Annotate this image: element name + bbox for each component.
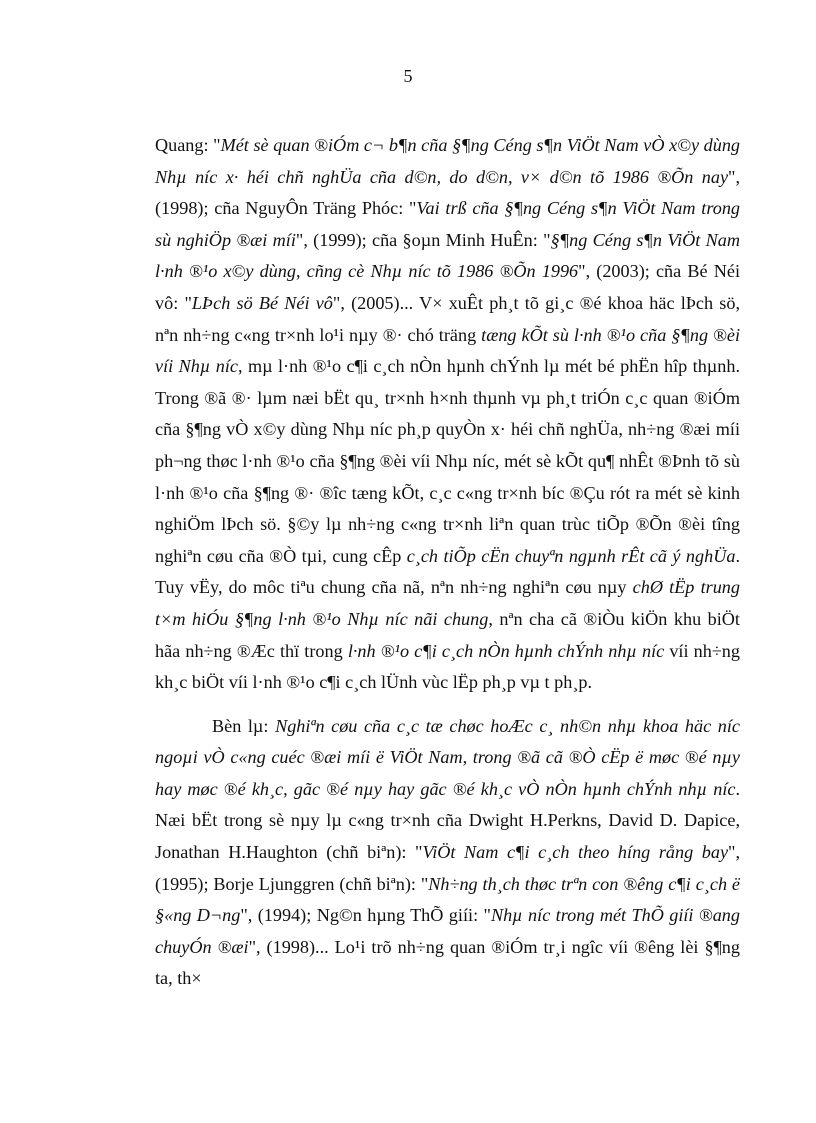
paragraph-2-text: Nhµ níc trong mét ThÕ giíi ®ang chuyÓn ®æi (155, 905, 740, 957)
paragraph-1-text: , nªn cha cã ®iÒu kiÖn khu biÖt hãa nh÷ng ®Æc thï trong (155, 608, 740, 661)
paragraph-1-text: víi nh÷ng kh¸c biÖt víi l·nh ®¹o c¶i c¸ch lÜnh vùc lËp ph¸p vµ t ph¸p. (155, 640, 740, 693)
paragraph-1-text: ", (2005)... V× xuÊt ph¸t tõ gi¸c ®é khoa häc lÞch sö, nªn nh÷ng c«ng tr×nh lo¹i nµy ®· chó träng (155, 292, 740, 345)
paragraph-1-text: l·nh ®¹o c¶i c¸ch nÒn hµnh chÝnh nhµ níc (347, 640, 665, 661)
paragraph-1-text: Quang: " (155, 135, 221, 155)
paragraph-1-text: Vai trß cña §¶ng Céng s¶n ViÖt Nam trong sù nghiÖp ®æi míi (155, 198, 741, 250)
paragraph-1-text: Mét sè quan ®iÓm c¬ b¶n cña §¶ng Céng s¶n ViÖt Nam vÒ x©y dùng Nhµ níc x· héi chñ nghÜa cña d©n, do d©n, v× d©n tõ 1986 ®Õn nay (155, 135, 741, 187)
paragraph-1-text: §¶ng Céng s¶n ViÖt Nam l·nh ®¹o x©y dùng, cñng cè Nhµ níc tõ 1986 ®Õn 1996 (155, 229, 740, 282)
page-number: 5 (403, 66, 413, 86)
paragraph-1-text: chØ tËp trung t×m hiÓu §¶ng l·nh ®¹o Nhµ níc nãi chung (155, 577, 740, 629)
paragraph-1 (155, 130, 740, 699)
paragraph-1-text: ", (2003); cña Bé Néi vô: " (155, 261, 741, 313)
paragraph-1-text: LÞch sö Bé Néi vô (191, 292, 333, 313)
paragraph-1-text: ", (1999); cña §oµn Minh HuÊn: " (295, 229, 551, 250)
paragraph-2-text: Nghiªn cøu cña c¸c tæ chøc hoÆc c¸ nh©n nhµ khoa häc níc ngoµi vÒ c«ng cuéc ®æi míi ë ViÖt Nam, trong ®ã cã ®Ò cËp ë møc ®é nµy hay møc ®é kh¸c, gãc ®é nµy hay gãc ®é kh¸c vÒ nÒn hµnh chÝnh nhµ níc (155, 715, 740, 799)
paragraph-2-text: ", (1994); Ng©n hµng ThÕ giíi: " (240, 905, 491, 926)
paragraph-2-text: ", (1995); Borje Ljunggren (chñ biªn): " (155, 842, 741, 894)
paragraph-1-text: c¸ch tiÕp cËn chuyªn ngµnh rÊt cã ý nghÜa (406, 545, 736, 566)
paragraph-2-text: . Næi bËt trong sè nµy lµ c«ng tr×nh cña Dwight H.Perkns, David D. Dapice, Jonathan H.Haughton (chñ biªn): " (155, 778, 740, 863)
paragraph-2 (155, 711, 740, 995)
body-text (155, 130, 740, 995)
paragraph-2-text: Bèn lµ: (212, 715, 276, 736)
paragraph-2-text: Nh÷ng th¸ch thøc trªn con ®êng c¶i c¸ch ë §«ng D¬ng (155, 873, 740, 926)
paragraph-2-text: ", (1998)... Lo¹i trõ nh÷ng quan ®iÓm tr¸i ngîc víi ®êng lèi §¶ng ta, th× (155, 936, 740, 989)
paragraph-1-text: tæng kÕt sù l·nh ®¹o cña §¶ng ®èi víi Nhµ níc (155, 324, 740, 377)
paragraph-1-text: . Tuy vËy, do môc tiªu chung cña nã, nªn nh÷ng nghiªn cøu nµy (155, 545, 740, 598)
paragraph-1-text: , mµ l·nh ®¹o c¶i c¸ch nÒn hµnh chÝnh lµ mét bé phËn hîp thµnh. Trong ®ã ®· lµm næi bËt qu¸ tr×nh h×nh thµnh vµ ph¸t triÓn c¸c quan ®iÓm cña §¶ng vÒ x©y dùng Nhµ níc ph¸p quyÒn x· héi chñ nghÜa, nh÷ng ®æi míi ph¬ng thøc l·nh ®¹o cña §¶ng ®èi víi Nhµ níc, mét sè kÕt qu¶ nhÊt ®Þnh tõ sù l·nh ®¹o cña §¶ng ®· ®îc tæng kÕt, c¸c c«ng tr×nh bíc ®Çu rót ra mét sè kinh nghiÖm lÞch sö. §©y lµ nh÷ng c«ng tr×nh liªn quan trùc tiÕp ®Õn ®èi tîng nghiªn cøu cña ®Ò tµi, cung cÊp (155, 356, 741, 566)
paragraph-1-text: ", (1998); cña NguyÔn Träng Phóc: " (155, 166, 740, 219)
paragraph-2-text: ViÖt Nam c¶i c¸ch theo híng rång bay (422, 842, 729, 863)
